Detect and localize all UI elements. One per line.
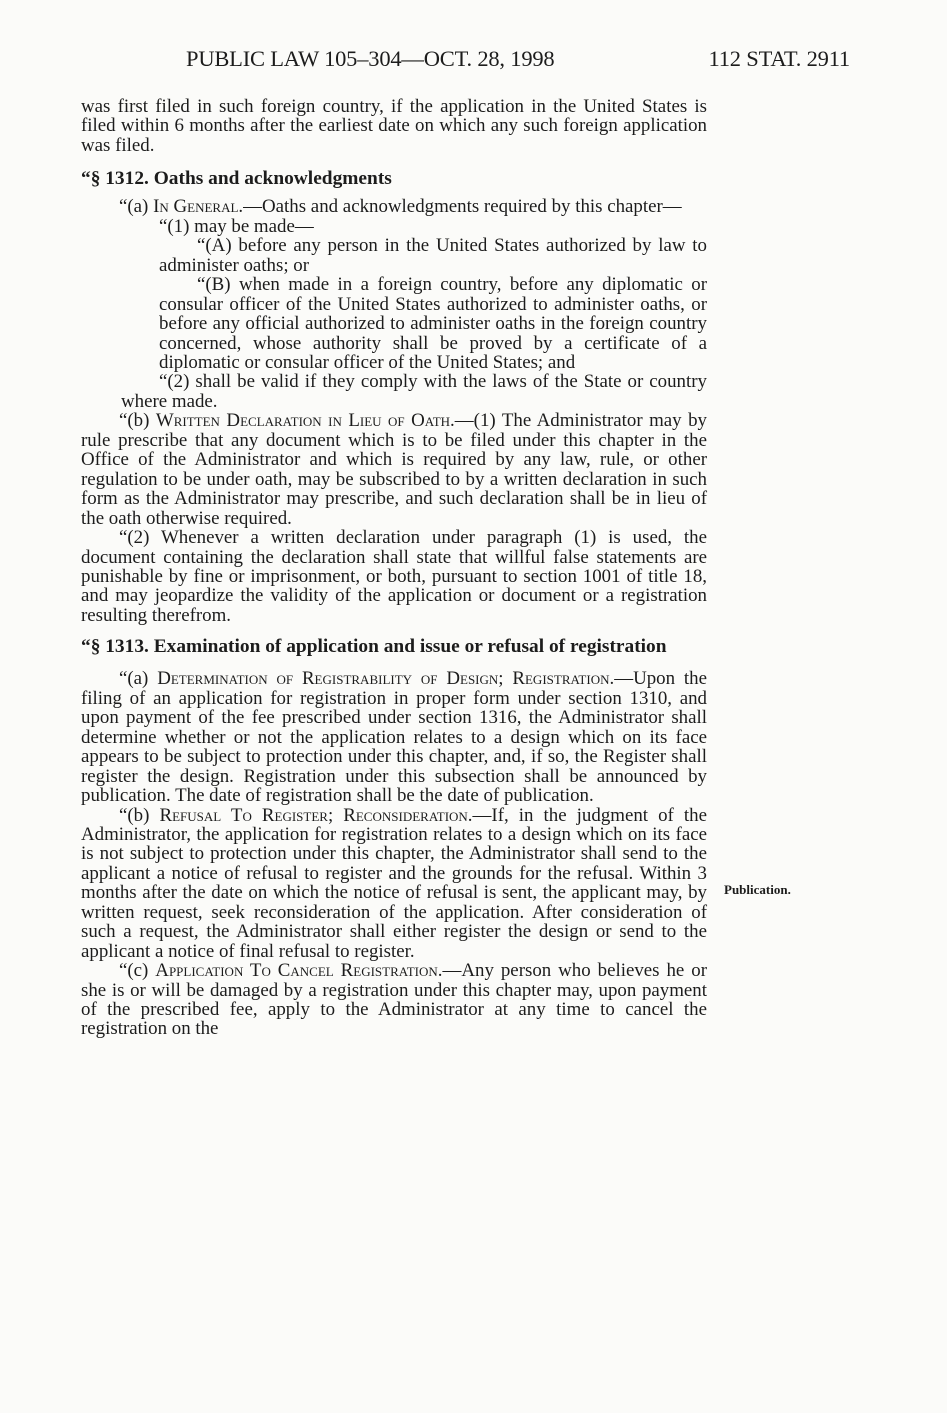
- sec1313-subsection-c: “(c) Application To Cancel Registration.—Any person who believes he or she is or will be damaged by a registration under this chapter may, upon payment of the prescribed fee, apply to the Administrator at any time to cancel the registration on the: [81, 960, 707, 1040]
- caption-refusal: Refusal To Register; Reconsideration.: [159, 804, 473, 826]
- caption-determination: Determination of Registrability of Design; Registration.: [157, 668, 615, 690]
- header-stat-page: 112 STAT. 2911: [708, 46, 850, 71]
- sec1312-subparagraph-B: “(B) when made in a foreign country, before any diplomatic or consular officer of the United States authorized to administer oaths, or before any official authorized to administer oaths in the foreign country concerned, whose authority shall be proved by a certificate of a diplomatic or consular officer of the United States; and: [159, 274, 707, 373]
- sec1312-subsection-b: “(b) Written Declaration in Lieu of Oath.—(1) The Administrator may by rule prescribe that any document which is to be filed under this chapter in the Office of the Administrator and which is required by any law, rule, or other regulation to be under oath, may be subscribed to by a written declaration in such form as the Administrator may prescribe, and such declaration shall be in lieu of the oath otherwise required.: [81, 410, 708, 529]
- margin-note-publication: Publication.: [724, 882, 791, 897]
- caption-cancel: Application To Cancel Registration.: [155, 960, 443, 982]
- document-body: [81, 97, 707, 1039]
- sec1312-subsection-b-paragraph-2: “(2) Whenever a written declaration under paragraph (1) is used, the document containing the declaration shall state that willful false statements are punishable by fine or imprisonment, or both, pursuant to section 1001 of title 18, and may jeopardize the validity of the application or document or a registration resulting therefrom.: [81, 527, 707, 626]
- header-public-law: PUBLIC LAW 105–304—OCT. 28, 1998: [186, 46, 555, 71]
- sec1313-subsection-a: “(a) Determination of Registrability of Design; Registration.—Upon the filing of an application for registration in proper form under section 1310, and upon payment of the fee prescribed under section 1316, the Administrator shall determine whether or not the application relates to a design which on its face appears to be subject to protection under this chapter, and, if so, the Register shall register the design. Registration under this subsection shall be announced by publication. The date of registration shall be the date of publication.: [81, 668, 708, 807]
- sec1312-subsection-a: “(a) In General.—Oaths and acknowledgments required by this chapter—: [119, 196, 682, 218]
- caption-in-general: In General.: [153, 196, 244, 218]
- sec1312-paragraph-1: “(1) may be made—: [159, 215, 314, 237]
- running-header: [186, 46, 850, 72]
- continuation-paragraph: was first filed in such foreign country, if the application in the United States is filed within 6 months after the earliest date on which any such foreign application was filed.: [81, 96, 707, 156]
- section-1312-heading: “§ 1312. Oaths and acknowledgments: [81, 168, 392, 190]
- sec1312-subparagraph-A: “(A) before any person in the United States authorized by law to administer oaths; or: [159, 235, 707, 276]
- sec1313-subsection-b: “(b) Refusal To Register; Reconsideration.—If, in the judgment of the Administrator, the application for registration relates to a design which on its face is not subject to protection under this chapter, the Administrator shall send to the applicant a notice of refusal to register and the grounds for the refusal. Within 3 months after the date on which the notice of refusal is sent, the applicant may, by written request, seek reconsideration of the application. After consideration of such a request, the Administrator shall either register the design or send to the applicant a notice of final refusal to register.: [81, 804, 707, 962]
- sec1312-paragraph-2: “(2) shall be valid if they comply with the laws of the State or country where made.: [121, 371, 707, 412]
- caption-written-declaration: Written Declaration in Lieu of Oath.: [155, 410, 455, 432]
- section-1313-heading: “§ 1313. Examination of application and issue or refusal of registration: [81, 636, 667, 658]
